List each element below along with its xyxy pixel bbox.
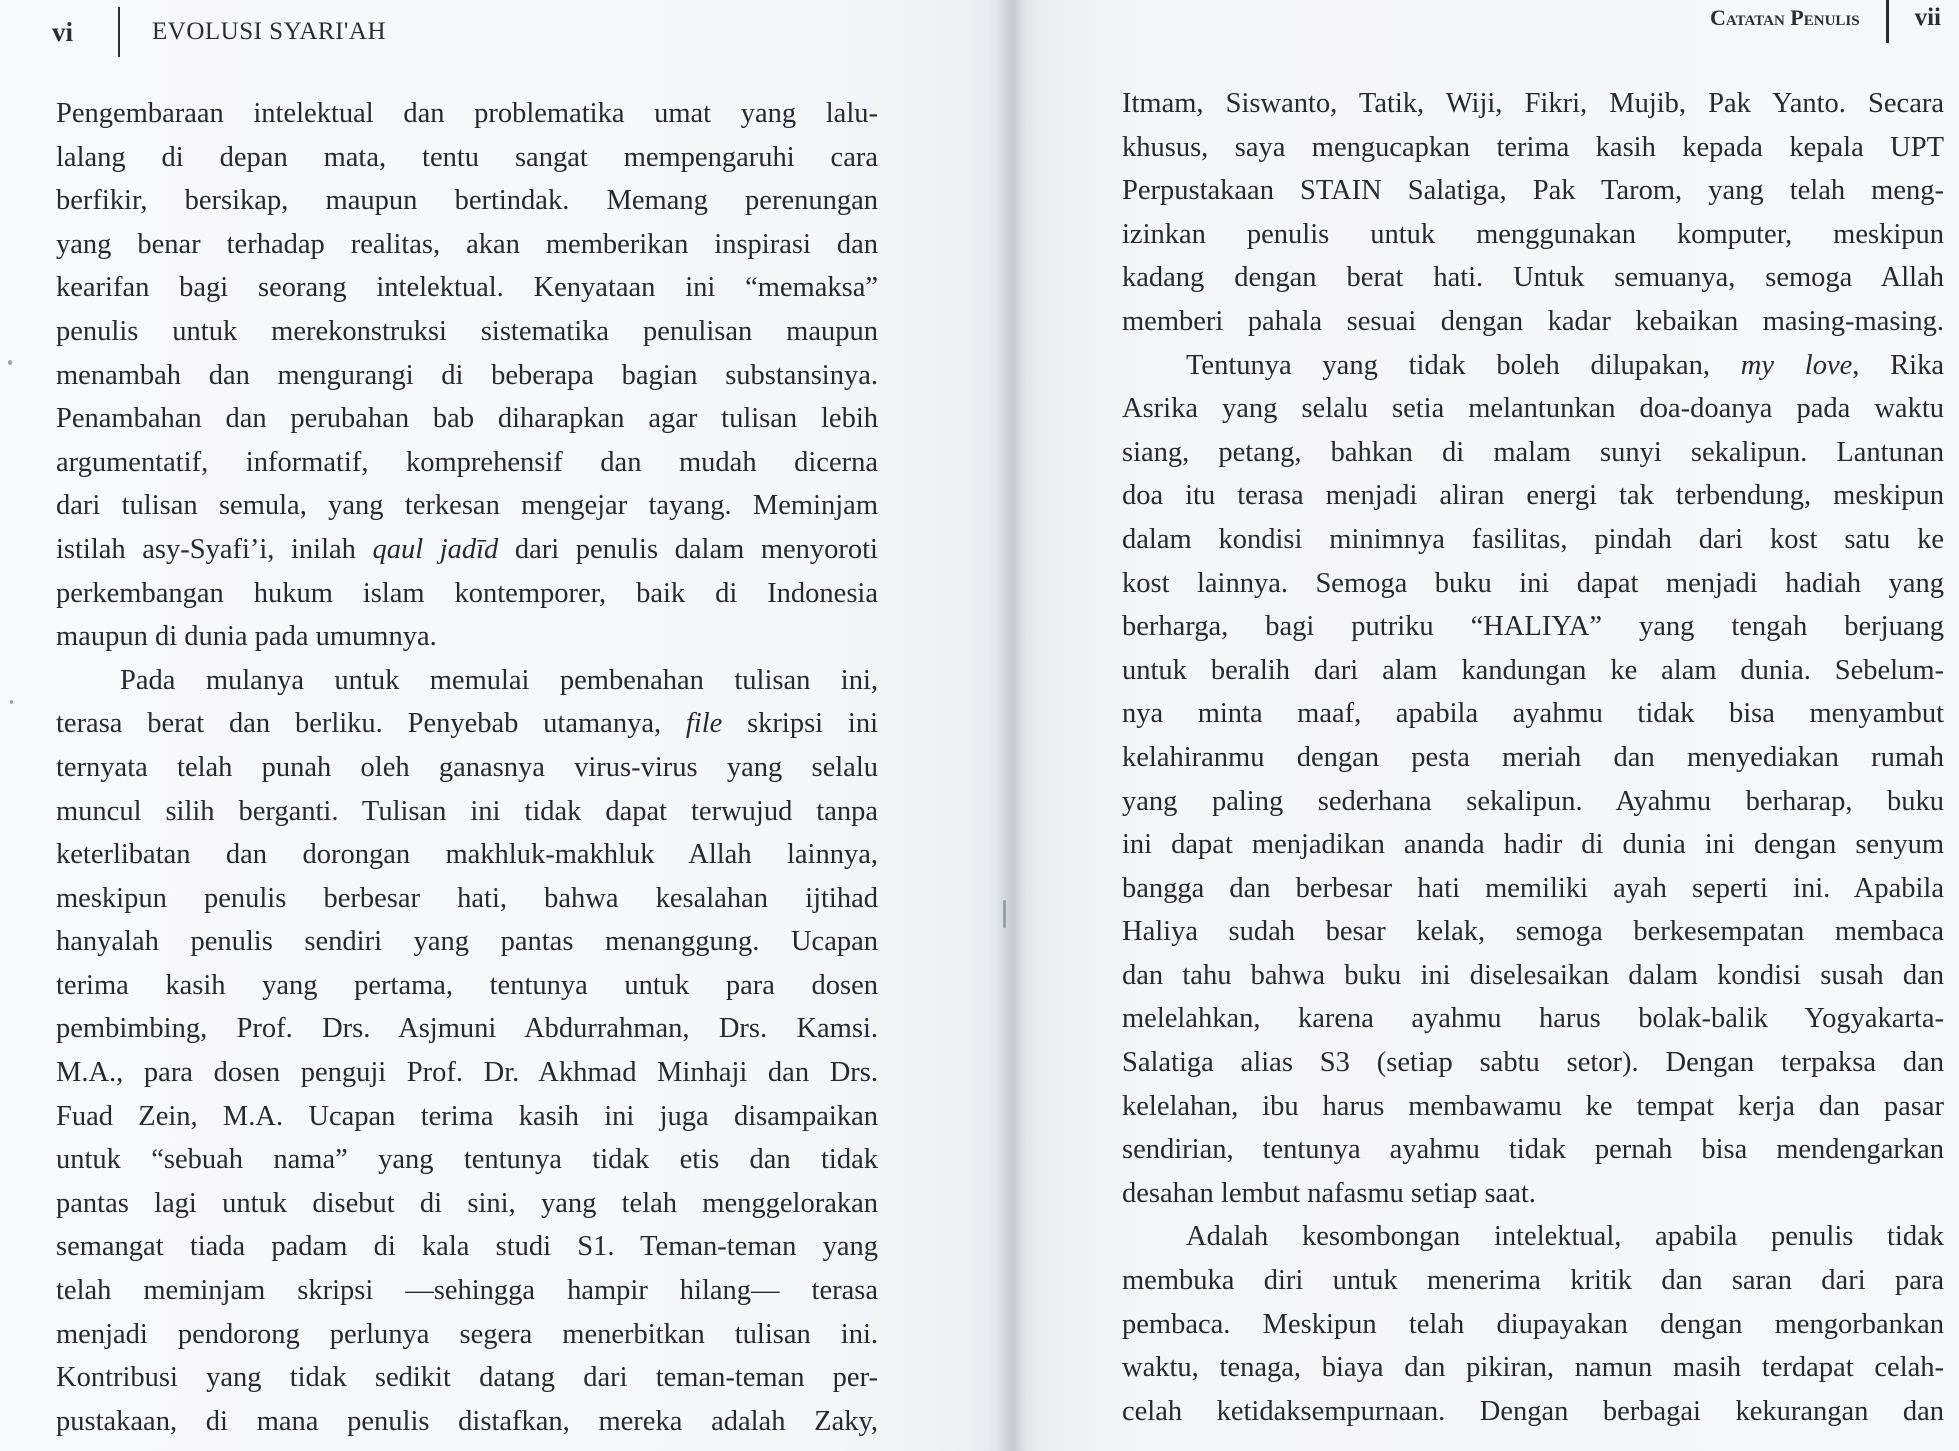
text-line: kost lainnya. Semoga buku ini dapat menjadi hadiah yang	[1122, 567, 1944, 599]
text-line: menjadi pendorong perlunya segera menerbitkan tulisan ini.	[56, 1318, 878, 1350]
text-line: terasa berat dan berliku. Penyebab utamanya, file skripsi ini	[56, 708, 878, 740]
text-line: celah ketidaksempurnaan. Dengan berbagai kekurangan dan	[1122, 1395, 1944, 1427]
running-head: EVOLUSI SYARI'AH	[152, 18, 387, 45]
text-line: Asrika yang selalu setia melantunkan doa-doanya pada waktu	[1122, 393, 1944, 425]
text-line: Pengembaraan intelektual dan problematika umat yang lalu-	[56, 98, 878, 129]
text-line: pembaca. Meskipun telah diupayakan dengan mengorbankan	[1122, 1308, 1944, 1340]
text-line: yang benar terhadap realitas, akan memberikan inspirasi dan	[56, 228, 878, 260]
text-line: semangat tiada padam di kala studi S1. Teman-teman yang	[56, 1231, 878, 1263]
left-page-header	[52, 10, 386, 54]
text-line: kearifan bagi seorang intelektual. Kenyataan ini “memaksa”	[56, 272, 878, 304]
page-number: vi	[52, 16, 74, 47]
text-line: menambah dan mengurangi di beberapa bagian substansinya.	[56, 359, 878, 391]
text-line: kadang dengan berat hati. Untuk semuanya, semoga Allah	[1122, 262, 1944, 294]
text-line: pantas lagi untuk disebut di sini, yang telah menggelorakan	[56, 1187, 878, 1219]
text-line: kelelahan, ibu harus membawamu ke tempat kerja dan pasar	[1122, 1090, 1944, 1122]
page-number: vii	[1914, 4, 1941, 31]
text-line: telah meminjam skripsi —sehingga hampir hilang— terasa	[56, 1275, 878, 1307]
right-body-text	[1122, 82, 1944, 1433]
text-line: Pada mulanya untuk memulai pembenahan tulisan ini,	[120, 664, 878, 696]
text-line: pustakaan, di mana penulis distafkan, mereka adalah Zaky,	[56, 1405, 878, 1437]
text-line: hanyalah penulis sendiri yang pantas menanggung. Ucapan	[56, 926, 878, 958]
text-line: bangga dan berbesar hati memiliki ayah seperti ini. Apabila	[1122, 872, 1944, 904]
text-line: dari tulisan semula, yang terkesan mengejar tayang. Meminjam	[56, 490, 878, 522]
text-line: nya minta maaf, apabila ayahmu tidak bisa menyambut	[1122, 698, 1944, 730]
text-line: muncul silih berganti. Tulisan ini tidak dapat terwujud tanpa	[56, 795, 878, 827]
text-line: istilah asy-Syafi’i, inilah qaul jadīd dari penulis dalam menyoroti	[56, 533, 878, 565]
text-line: yang paling sederhana sekalipun. Ayahmu berharap, buku	[1122, 785, 1944, 817]
text-line: Salatiga alias S3 (setiap sabtu setor). Dengan terpaksa dan	[1122, 1047, 1944, 1079]
text-line: Fuad Zein, M.A. Ucapan terima kasih ini juga disampaikan	[56, 1100, 878, 1132]
text-line: membuka diri untuk menerima kritik dan saran dari para	[1122, 1265, 1944, 1297]
text-line: perkembangan hukum islam kontemporer, baik di Indonesia	[56, 577, 878, 609]
text-line: berharga, bagi putriku “HALIYA” yang tengah berjuang	[1122, 611, 1944, 643]
text-line: terima kasih yang pertama, tentunya untuk para dosen	[56, 969, 878, 1001]
text-line: desahan lembut nafasmu setiap saat.	[1122, 1177, 1536, 1209]
text-line: Adalah kesombongan intelektual, apabila penulis tidak	[1186, 1221, 1944, 1253]
header-divider	[118, 7, 120, 57]
text-line: keterlibatan dan dorongan makhluk-makhluk Allah lainnya,	[56, 839, 878, 871]
paper-speck	[8, 360, 12, 365]
paper-speck	[1003, 900, 1006, 928]
left-body-text	[56, 92, 878, 1443]
text-line: Penambahan dan perubahan bab diharapkan agar tulisan lebih	[56, 403, 878, 435]
text-line: dalam kondisi minimnya fasilitas, pindah dari kost satu ke	[1122, 523, 1944, 555]
text-line: waktu, tenaga, biaya dan pikiran, namun masih terdapat celah-	[1122, 1352, 1944, 1384]
text-line: melelahkan, karena ayahmu harus bolak-balik Yogyakarta-	[1122, 1003, 1944, 1035]
text-line: Itmam, Siswanto, Tatik, Wiji, Fikri, Mujib, Pak Yanto. Secara	[1122, 88, 1944, 119]
text-line: untuk beralih dari alam kandungan ke alam dunia. Sebelum-	[1122, 654, 1944, 686]
text-line: argumentatif, informatif, komprehensif dan mudah dicerna	[56, 446, 878, 478]
text-line: penulis untuk merekonstruksi sistematika penulisan maupun	[56, 315, 878, 347]
text-line: kelahiranmu dengan pesta meriah dan menyediakan rumah	[1122, 741, 1944, 773]
text-line: berfikir, bersikap, maupun bertindak. Memang perenungan	[56, 185, 878, 217]
text-line: Haliya sudah besar kelak, semoga berkesempatan membaca	[1122, 916, 1944, 948]
paper-speck	[10, 700, 13, 704]
text-line: izinkan penulis untuk menggunakan komputer, meskipun	[1122, 218, 1944, 250]
text-line: khusus, saya mengucapkan terima kasih kepada kepala UPT	[1122, 131, 1944, 163]
running-head: Catatan Penulis	[1710, 5, 1860, 30]
text-line: lalang di depan mata, tentu sangat mempengaruhi cara	[56, 141, 878, 173]
text-line: ini dapat menjadikan ananda hadir di dunia ini dengan senyum	[1122, 829, 1944, 861]
text-line: doa itu terasa menjadi aliran energi tak terbendung, meskipun	[1122, 480, 1944, 512]
text-line: Perpustakaan STAIN Salatiga, Pak Tarom, yang telah meng-	[1122, 175, 1944, 207]
text-line: Tentunya yang tidak boleh dilupakan, my love, Rika	[1186, 349, 1945, 381]
right-page-header	[1710, 0, 1941, 36]
text-line: ternyata telah punah oleh ganasnya virus-virus yang selalu	[56, 751, 878, 783]
text-line: untuk “sebuah nama” yang tentunya tidak etis dan tidak	[56, 1144, 878, 1176]
text-line: meskipun penulis berbesar hati, bahwa kesalahan ijtihad	[56, 882, 878, 914]
text-line: memberi pahala sesuai dengan kadar kebaikan masing-masing.	[1122, 305, 1944, 337]
text-line: sendirian, tentunya ayahmu tidak pernah bisa mendengarkan	[1122, 1134, 1944, 1166]
text-line: dan tahu bahwa buku ini diselesaikan dalam kondisi susah dan	[1122, 959, 1944, 991]
text-line: pembimbing, Prof. Drs. Asjmuni Abdurrahman, Drs. Kamsi.	[56, 1013, 878, 1045]
text-line: Kontribusi yang tidak sedikit datang dari teman-teman per-	[56, 1362, 878, 1394]
header-divider	[1886, 0, 1889, 43]
text-line: siang, petang, bahkan di malam sunyi sekalipun. Lantunan	[1122, 436, 1944, 468]
text-line: maupun di dunia pada umumnya.	[56, 621, 437, 653]
text-line: M.A., para dosen penguji Prof. Dr. Akhmad Minhaji dan Drs.	[56, 1057, 878, 1089]
